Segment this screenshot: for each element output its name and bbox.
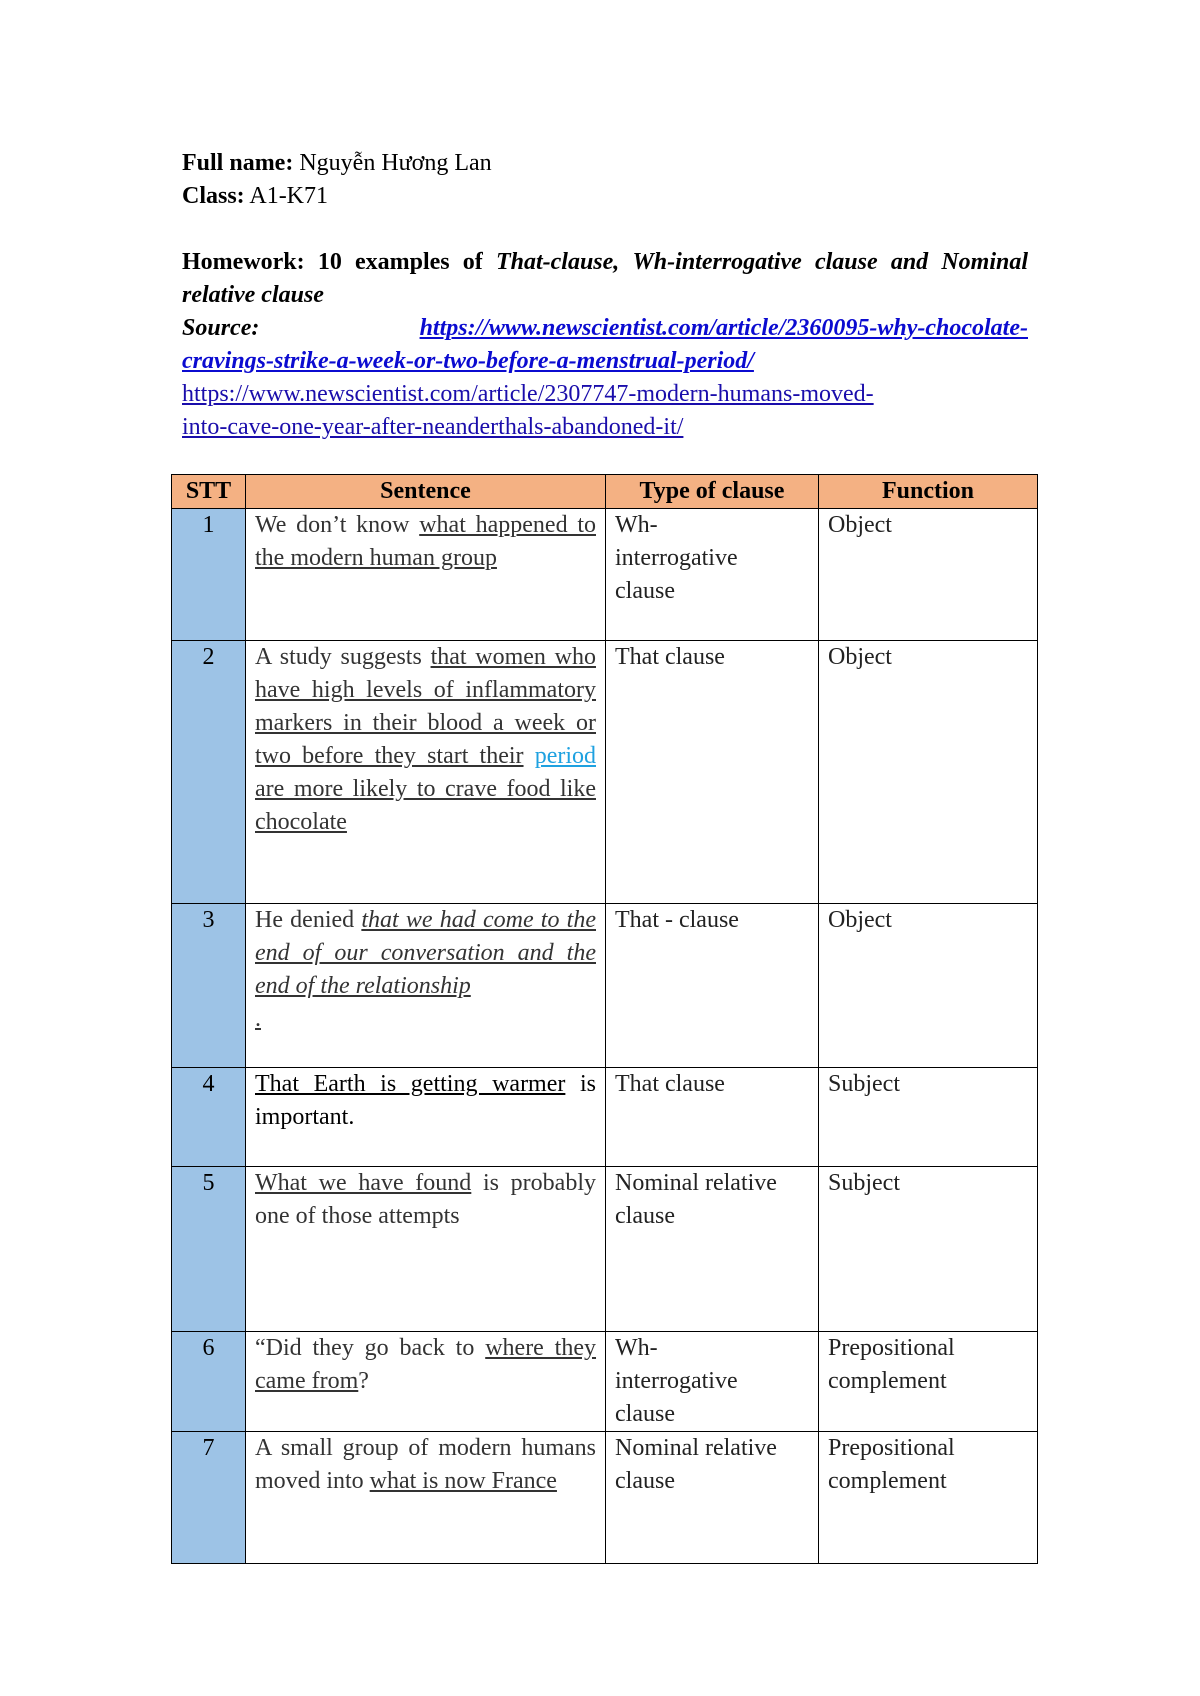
type-cell: That clause xyxy=(606,1068,819,1167)
source-link-2-line-1 xyxy=(182,378,1028,411)
source-link-1-part-2[interactable]: cravings-strike-a-week-or-two-before-a-menstrual-period/ xyxy=(182,348,754,374)
header-sentence: Sentence xyxy=(246,475,606,509)
class-value: A1-K71 xyxy=(249,183,329,209)
source-link-2-part-1[interactable]: https://www.newscientist.com/article/2307747-modern-humans-moved- xyxy=(182,381,874,407)
sentence-post: is probably one of those attempts xyxy=(255,1170,596,1229)
sentence-cell xyxy=(246,1167,606,1332)
row-number: 6 xyxy=(172,1332,246,1432)
function-cell: Object xyxy=(819,641,1038,904)
row-number: 4 xyxy=(172,1068,246,1167)
sentence-post: ? xyxy=(358,1368,369,1394)
source-link-1-continuation xyxy=(182,345,1028,378)
type-cell: Nominal relative clause xyxy=(606,1432,819,1564)
source-line xyxy=(182,312,1028,345)
row-number: 2 xyxy=(172,641,246,904)
type-cell: Wh-interrogative clause xyxy=(606,1332,819,1432)
sentence-cell xyxy=(246,1432,606,1564)
type-cell: Wh-interrogative clause xyxy=(606,509,819,641)
function-cell: Object xyxy=(819,904,1038,1068)
full-name-label: Full name: xyxy=(182,150,294,176)
header-function: Function xyxy=(819,475,1038,509)
homework-lead: 10 examples of xyxy=(317,249,483,275)
type-cell: That clause xyxy=(606,641,819,904)
function-cell: Prepositional complement xyxy=(819,1332,1038,1432)
table-row xyxy=(172,1167,1038,1332)
sentence-pre: We don’t know xyxy=(255,512,420,538)
spacer xyxy=(182,213,1028,246)
sentence-clause: What we have found xyxy=(255,1170,472,1196)
homework-and: and xyxy=(890,249,929,275)
sentence-clause: where they came from xyxy=(255,1335,597,1394)
row-number: 3 xyxy=(172,904,246,1068)
sentence-pre: He denied xyxy=(255,907,362,933)
homework-line xyxy=(182,246,1028,312)
sentence-clause-part-1: that women who have high levels of inflammatory markers in their blood a week or two before they start their xyxy=(255,644,596,769)
sentence-link-word[interactable]: period xyxy=(534,743,596,769)
sentence-cell xyxy=(246,904,606,1068)
header-type-of-clause: Type of clause xyxy=(606,475,819,509)
sentence-pre: “Did they go back to xyxy=(255,1335,486,1361)
header-stt: STT xyxy=(172,475,246,509)
source-link-2-part-2[interactable]: into-cave-one-year-after-neanderthals-abandoned-it/ xyxy=(182,414,684,440)
function-cell: Subject xyxy=(819,1068,1038,1167)
sentence-clause: what is now France xyxy=(369,1468,557,1494)
sentence-pre: A study suggests xyxy=(255,644,431,670)
sentence-post: . xyxy=(255,1006,261,1032)
table-row xyxy=(172,1068,1038,1167)
type-cell: That - clause xyxy=(606,904,819,1068)
row-number: 7 xyxy=(172,1432,246,1564)
function-cell: Prepositional complement xyxy=(819,1432,1038,1564)
function-cell: Subject xyxy=(819,1167,1038,1332)
sentence-cell xyxy=(246,1068,606,1167)
homework-type-that: That-clause, xyxy=(495,249,620,275)
sentence-clause: That Earth is getting warmer xyxy=(255,1071,566,1097)
sentence-post: is important. xyxy=(255,1071,596,1130)
sentence-clause: what happened to the modern human group xyxy=(255,512,596,571)
table-row xyxy=(172,1332,1038,1432)
row-number: 5 xyxy=(172,1167,246,1332)
sentence-cell xyxy=(246,1332,606,1432)
sentence-clause: that we had come to the end of our conversation and the end of the relationship xyxy=(255,907,596,999)
class-label: Class: xyxy=(182,183,245,209)
homework-type-nominal: Nominal relative clause xyxy=(182,249,1029,308)
source-link-2-line-2 xyxy=(182,411,1028,444)
table-row xyxy=(172,509,1038,641)
source-label: Source: xyxy=(182,315,260,341)
sentence-cell xyxy=(246,641,606,904)
table-header-row xyxy=(172,475,1038,509)
class-line xyxy=(182,180,1028,213)
full-name-value: Nguyễn Hương Lan xyxy=(299,150,492,176)
source-link-1-part-1[interactable]: https://www.newscientist.com/article/2360095-why-chocolate- xyxy=(419,315,1028,341)
sentence-pre: A small group of modern humans moved into xyxy=(255,1435,596,1494)
table-row xyxy=(172,904,1038,1068)
full-name-line xyxy=(182,147,1028,180)
row-number: 1 xyxy=(172,509,246,641)
homework-label: Homework: xyxy=(182,249,305,275)
table-row xyxy=(172,1432,1038,1564)
type-cell: Nominal relative clause xyxy=(606,1167,819,1332)
table-row xyxy=(172,641,1038,904)
function-cell: Object xyxy=(819,509,1038,641)
clause-examples-table xyxy=(171,474,1038,1564)
sentence-cell xyxy=(246,509,606,641)
sentence-clause-part-2: are more likely to crave food like chocolate xyxy=(255,776,596,835)
homework-type-wh: Wh-interrogative clause xyxy=(632,249,878,275)
document-header xyxy=(182,147,1028,444)
